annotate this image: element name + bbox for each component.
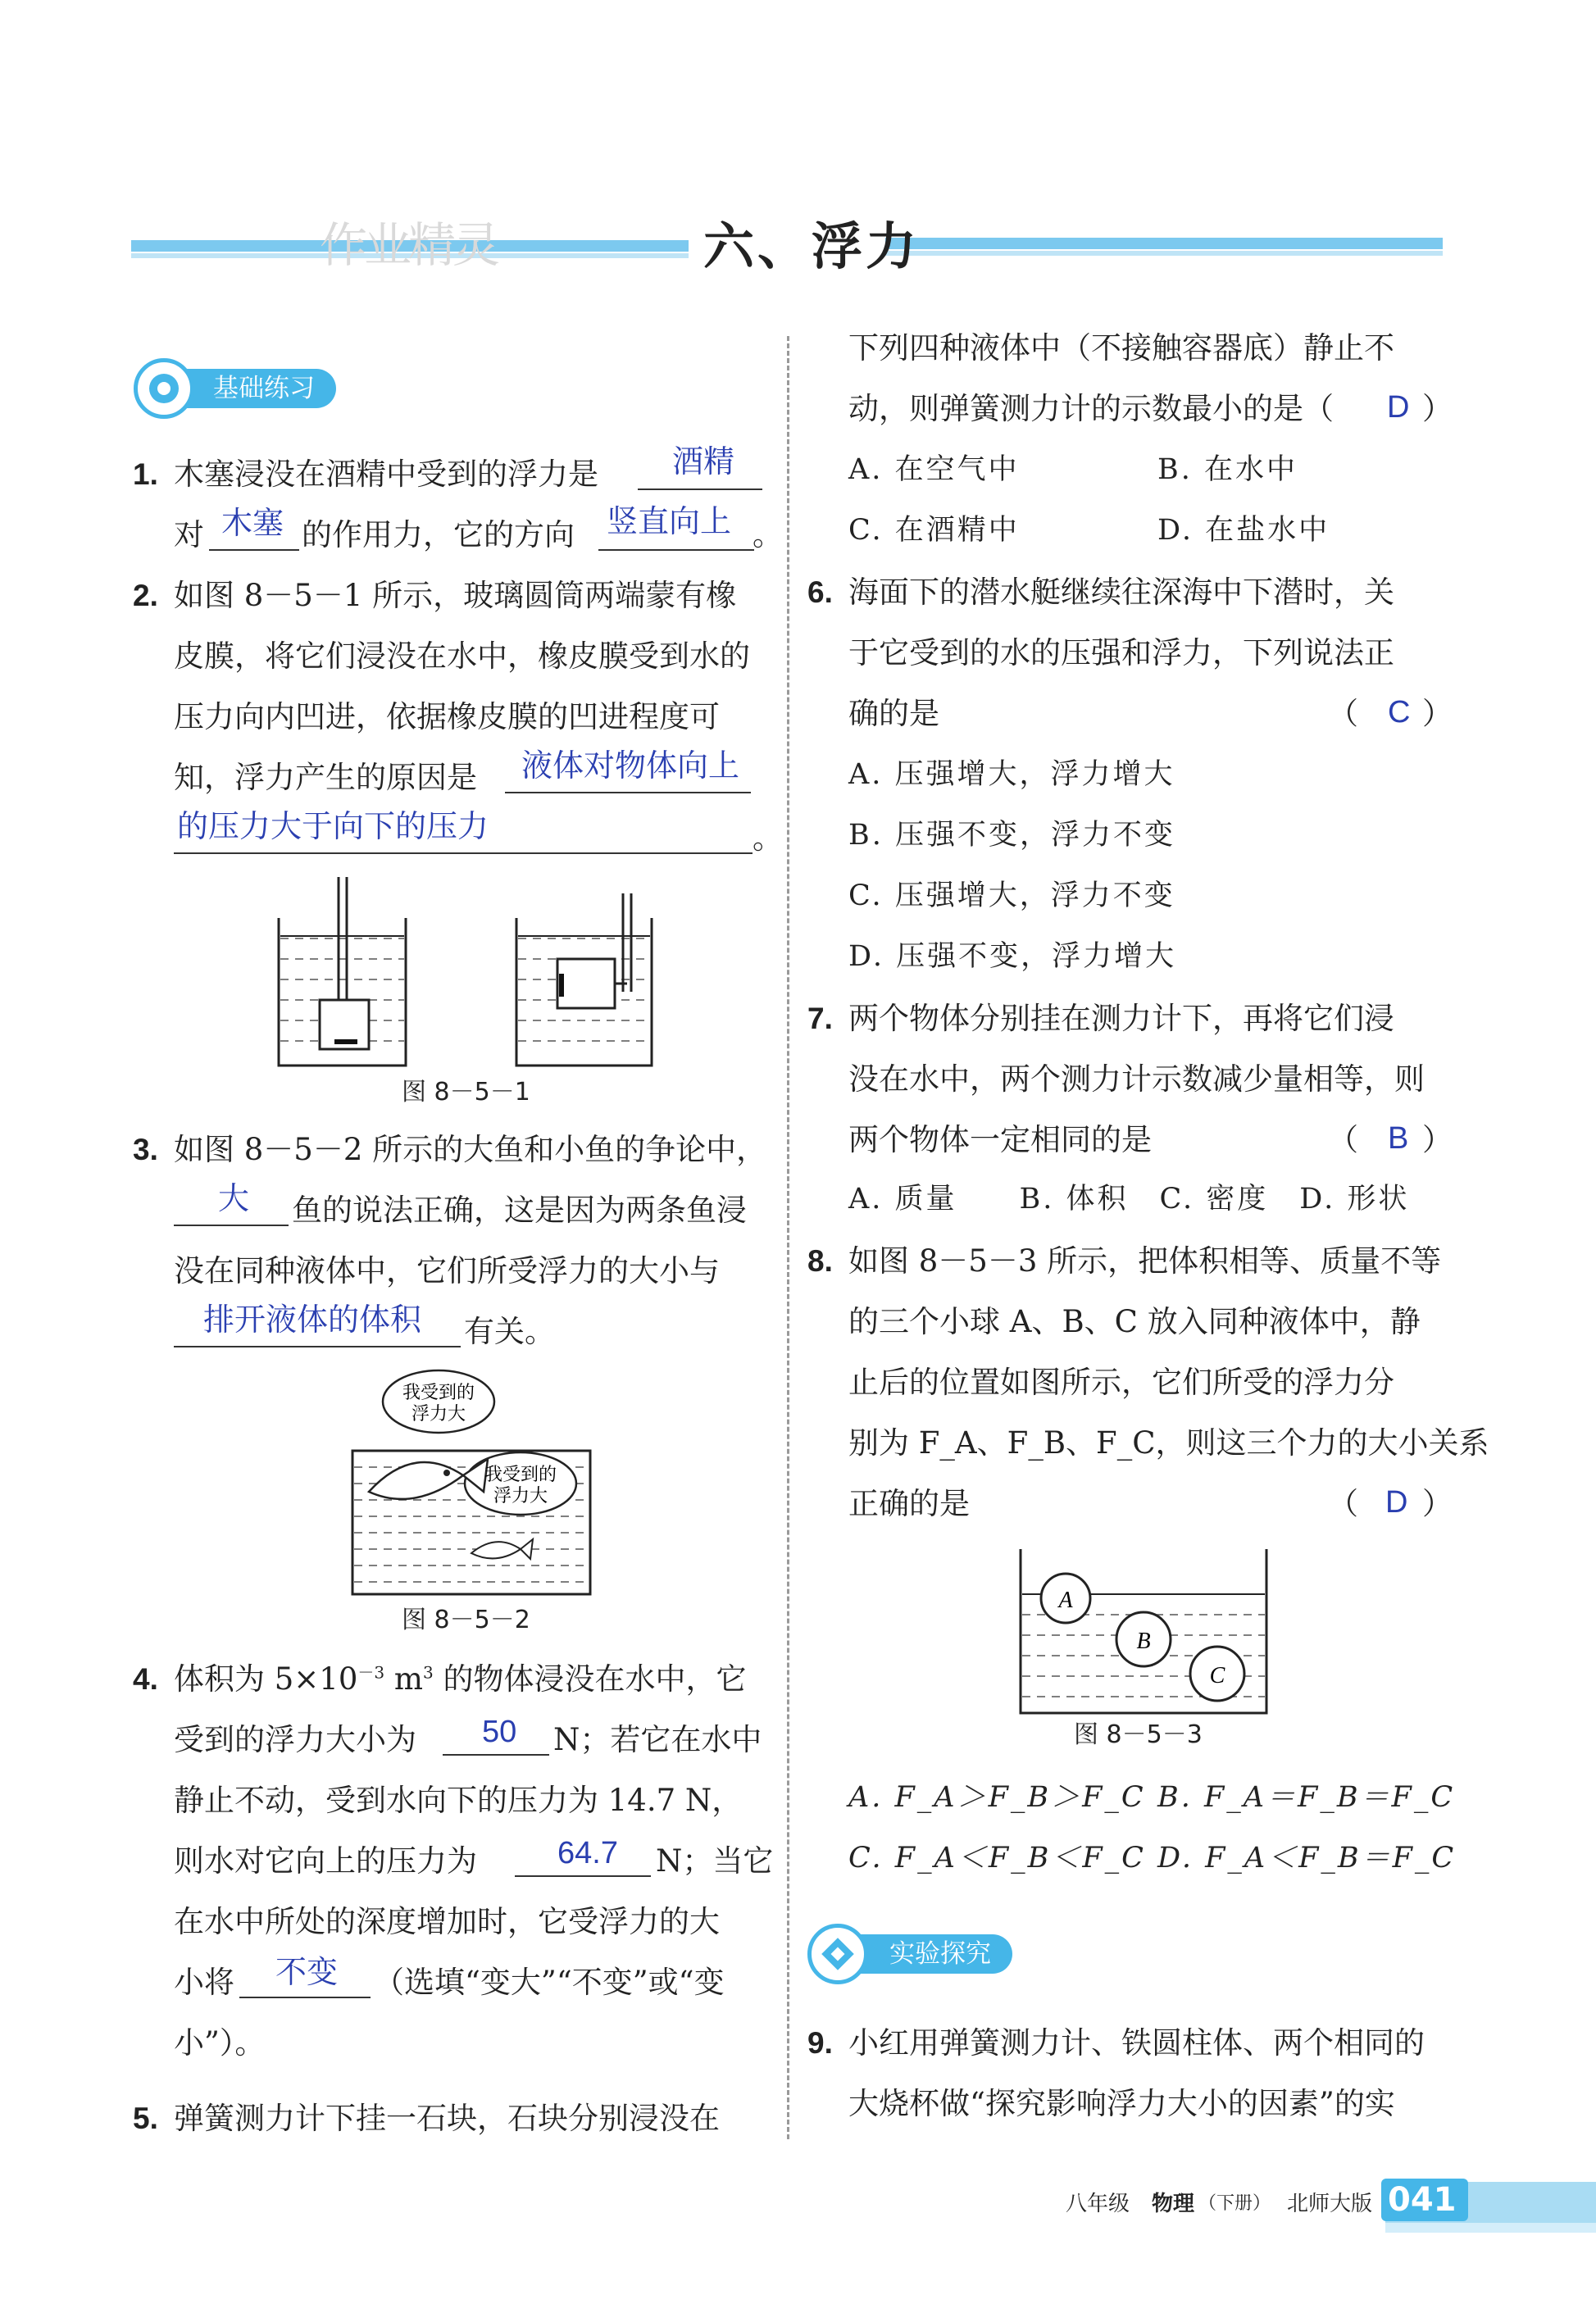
q5-option-c: C. 在酒精中 — [848, 514, 1020, 547]
q3-line3: 没在同种液体中，它们所受浮力的大小与 — [174, 1253, 720, 1288]
q4-line2b: N；若它在水中 — [553, 1722, 762, 1757]
q8-line3: 止后的位置如图所示，它们所受的浮力分 — [848, 1365, 1394, 1400]
q5-option-d: D. 在盐水中 — [1157, 514, 1330, 547]
q2-line4: 知，浮力产生的原因是 — [174, 760, 477, 795]
q4-sup2: 3 — [422, 1662, 434, 1683]
q3-answer2: 排开液体的体积 — [203, 1303, 422, 1338]
figure-8-5-2-fish-tank — [348, 1369, 594, 1598]
q7-close: ） — [1422, 1122, 1453, 1157]
header-bar-right-thin — [885, 251, 1443, 256]
q1-line2b: 的作用力，它的方向 — [302, 517, 575, 552]
q1-answer2: 木塞 — [221, 507, 284, 541]
q4-number: 4. — [133, 1662, 158, 1696]
q4-line5: 在水中所处的深度增加时，它受浮力的大 — [174, 1904, 720, 1939]
q1-blank1 — [638, 489, 762, 490]
q3-line2: 鱼的说法正确，这是因为两条鱼浸 — [292, 1193, 747, 1228]
page-number: 041 — [1388, 2181, 1457, 2219]
q9-line1: 小红用弹簧测力计、铁圆柱体、两个相同的 — [848, 2025, 1425, 2061]
q7-number: 7. — [807, 1002, 833, 1035]
q4-blank2 — [515, 1875, 651, 1877]
figure-8-5-2-caption: 图 8－5－2 — [402, 1606, 530, 1634]
q6-line1: 海面下的潜水艇继续往深海中下潜时，关 — [848, 575, 1394, 610]
q8-option-c: C. F_A＜F_B＜F_C — [848, 1842, 1146, 1874]
q6-close: ） — [1422, 696, 1453, 731]
q6-line3: 确的是 — [848, 696, 939, 731]
q4-line6a: 小将 — [174, 1965, 234, 2000]
bubble2-line1: 我受到的 — [484, 1465, 557, 1485]
q3-line1: 如图 8－5－2 所示的大鱼和小鱼的争论中， — [174, 1132, 767, 1167]
bubble1-line1: 我受到的 — [402, 1383, 475, 1403]
q4-blank1 — [443, 1754, 549, 1756]
figure-8-5-1-beakers — [271, 877, 664, 1074]
ball-b-label: B — [1136, 1629, 1151, 1654]
q4-sup1: －3 — [357, 1662, 385, 1683]
q5-line1: 弹簧测力计下挂一石块，石块分别浸没在 — [174, 2101, 720, 2136]
q7-answer: B — [1388, 1121, 1409, 1156]
q2-answer1: 液体对物体向上 — [521, 749, 740, 784]
q5-option-a: A. 在空气中 — [848, 453, 1020, 486]
watermark: 作业精灵 — [320, 217, 498, 273]
q7-options: A. 质量 B. 体积 C. 密度 D. 形状 — [848, 1183, 1410, 1216]
q3-answer1: 大 — [218, 1182, 250, 1216]
page-title: 六、浮力 — [703, 216, 921, 276]
q8-open: （ — [1328, 1486, 1358, 1521]
q4-line1b: m — [384, 1661, 423, 1697]
q4-line1c: 的物体浸没在水中，它 — [433, 1661, 747, 1697]
q7-line1: 两个物体分别挂在测力计下，再将它们浸 — [848, 1001, 1394, 1036]
figure-8-5-3-balls — [1016, 1545, 1271, 1717]
q8-option-b: B. F_A＝F_B＝F_C — [1157, 1781, 1456, 1814]
q4-answer3: 不变 — [275, 1956, 339, 1990]
column-divider — [787, 336, 789, 2139]
q1-answer3: 竖直向上 — [607, 505, 732, 539]
q5-line3: 动，则弹簧测力计的示数最小的是（ — [848, 391, 1334, 426]
q8-option-a: A. F_A＞F_B＞F_C — [848, 1781, 1146, 1814]
q4-line4b: N；当它 — [656, 1843, 774, 1879]
diamond-icon — [807, 1924, 868, 1984]
q8-number: 8. — [807, 1244, 833, 1278]
flower-icon — [134, 358, 194, 419]
q2-blank2 — [174, 852, 753, 854]
q4-line2a: 受到的浮力大小为 — [174, 1722, 416, 1757]
q3-line4: 有关。 — [464, 1314, 555, 1349]
footer-subject: 物理 — [1152, 2192, 1195, 2216]
footer-edition: 北师大版 — [1287, 2192, 1373, 2216]
q2-answer2: 的压力大于向下的压力 — [177, 810, 489, 844]
q1-answer1: 酒精 — [672, 445, 735, 479]
q1-blank3 — [598, 549, 754, 551]
q2-line2: 皮膜，将它们浸没在水中，橡皮膜受到水的 — [174, 638, 750, 674]
q8-line5: 正确的是 — [848, 1486, 970, 1521]
figure-8-5-1-caption: 图 8－5－1 — [402, 1078, 530, 1107]
q2-blank1 — [505, 792, 751, 793]
ball-a-label: A — [1058, 1588, 1073, 1613]
q4-line4a: 则水对它向上的压力为 — [174, 1843, 477, 1879]
q4-line1 — [174, 1661, 747, 1697]
q2-end: 。 — [753, 820, 783, 856]
q6-line2: 于它受到的水的压强和浮力，下列说法正 — [848, 635, 1394, 670]
q2-line1: 如图 8－5－1 所示，玻璃圆筒两端蒙有橡 — [174, 578, 737, 613]
q4-line1a: 体积为 5×10 — [174, 1661, 358, 1697]
q3-blank2 — [174, 1346, 461, 1347]
q8-line4: 别为 F_A、F_B、F_C，则这三个力的大小关系 — [848, 1425, 1489, 1461]
q7-line2: 没在水中，两个测力计示数减少量相等，则 — [848, 1061, 1425, 1097]
q4-line6b: （选填“变大”“不变”或“变 — [374, 1965, 725, 2000]
q4-answer2: 64.7 — [557, 1836, 618, 1870]
figure-8-5-3-caption: 图 8－5－3 — [1074, 1720, 1203, 1749]
q2-number: 2. — [133, 579, 158, 612]
q8-line1: 如图 8－5－3 所示，把体积相等、质量不等 — [848, 1243, 1442, 1279]
q5-option-b: B. 在水中 — [1157, 453, 1298, 486]
q4-line7: 小”）。 — [174, 2025, 266, 2061]
q6-option-d: D. 压强不变，浮力增大 — [848, 940, 1177, 973]
q7-open: （ — [1328, 1122, 1358, 1157]
q1-number: 1. — [133, 457, 158, 491]
q1-line2a: 对 — [174, 517, 204, 552]
q1-line1: 木塞浸没在酒精中受到的浮力是 — [174, 457, 598, 492]
q6-option-b: B. 压强不变，浮力不变 — [848, 819, 1175, 852]
section-label-basic: 基础练习 — [213, 374, 315, 403]
q2-line3: 压力向内凹进，依据橡皮膜的凹进程度可 — [174, 699, 720, 734]
q4-blank3 — [239, 1997, 371, 1998]
q1-end: 。 — [753, 517, 783, 552]
q7-line3: 两个物体一定相同的是 — [848, 1122, 1152, 1157]
q3-blank1 — [174, 1225, 289, 1226]
q9-number: 9. — [807, 2026, 833, 2060]
bubble1-line2: 浮力大 — [411, 1404, 466, 1425]
q6-option-a: A. 压强增大，浮力增大 — [848, 758, 1175, 791]
q4-answer1: 50 — [482, 1715, 517, 1749]
q5-number: 5. — [133, 2102, 158, 2135]
q1-blank2 — [209, 549, 299, 551]
bubble2-line2: 浮力大 — [493, 1486, 548, 1506]
q6-answer: C — [1388, 695, 1411, 729]
q6-option-c: C. 压强增大，浮力不变 — [848, 879, 1175, 912]
q6-open: （ — [1328, 696, 1358, 731]
footer-grade: 八年级 — [1066, 2192, 1130, 2216]
ball-c-label: C — [1209, 1663, 1225, 1688]
section-label-experiment: 实验探究 — [889, 1939, 991, 1969]
q8-option-d: D. F_A＜F_B＝F_C — [1157, 1842, 1457, 1874]
q8-answer: D — [1385, 1485, 1408, 1520]
header-bar-right — [885, 238, 1443, 249]
q5-line2: 下列四种液体中（不接触容器底）静止不 — [848, 330, 1394, 366]
q5-close: ） — [1422, 391, 1453, 426]
footer-bar-lower — [1385, 2223, 1596, 2233]
q8-line2: 的三个小球 A、B、C 放入同种液体中，静 — [848, 1304, 1421, 1339]
footer-volume: （下册） — [1198, 2193, 1271, 2214]
q6-number: 6. — [807, 575, 833, 609]
q3-number: 3. — [133, 1133, 158, 1166]
q5-answer: D — [1387, 390, 1410, 425]
q4-line3: 静止不动，受到水向下的压力为 14.7 N， — [174, 1783, 743, 1818]
q9-line2: 大烧杯做“探究影响浮力大小的因素”的实 — [848, 2086, 1395, 2121]
q8-close: ） — [1422, 1486, 1453, 1521]
